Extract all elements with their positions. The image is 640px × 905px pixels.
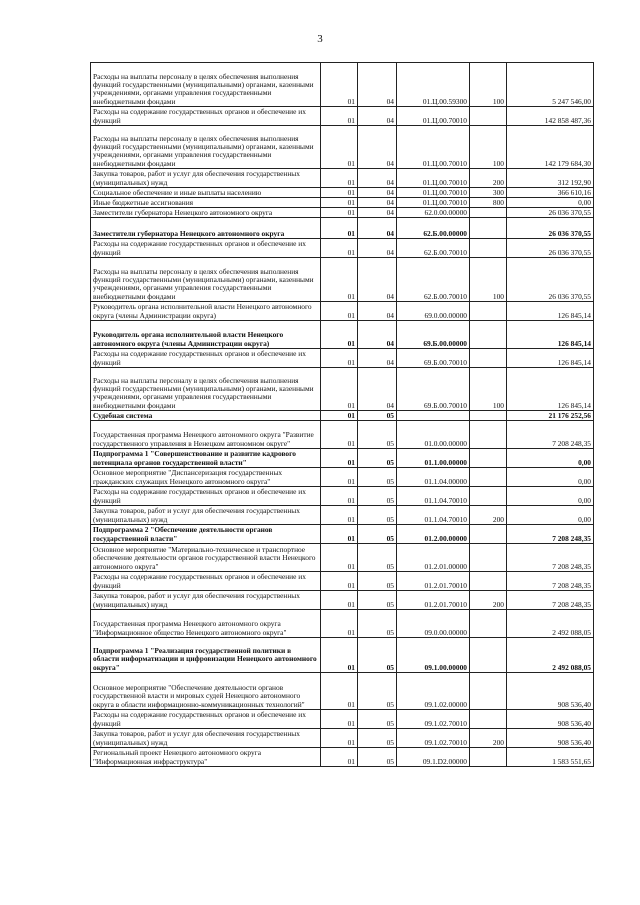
row-target-article-cell: 09.0.00.00000	[397, 610, 470, 638]
row-amount-cell: 0,00	[507, 506, 594, 525]
row-name-cell: Расходы на содержание государственных органов и обеспечение их функций	[91, 349, 321, 368]
row-expense-type-cell	[470, 411, 507, 421]
table-row	[91, 126, 594, 169]
table-row	[91, 468, 594, 487]
table-row	[91, 729, 594, 748]
row-amount-cell: 142 179 684,30	[507, 126, 594, 169]
row-name-cell: Закупка товаров, работ и услуг для обеспечения государственных (муниципальных) нужд	[91, 169, 321, 188]
row-amount-cell: 0,00	[507, 487, 594, 506]
row-section-cell: 01	[321, 487, 358, 506]
row-subsection-cell: 04	[358, 302, 397, 321]
row-target-article-cell: 01.Ц.00.70010	[397, 126, 470, 169]
page-number: 3	[317, 33, 323, 45]
row-amount-cell: 312 192,90	[507, 169, 594, 188]
row-target-article-cell: 01.1.00.00000	[397, 449, 470, 468]
row-amount-cell: 126 845,14	[507, 302, 594, 321]
row-name-cell: Расходы на выплаты персоналу в целях обеспечения выполнения функций государственными (муниципальными) органами, казенными учреждениями, органами управления государственными внебюджетными фондами	[91, 258, 321, 302]
table-row	[91, 591, 594, 610]
row-section-cell: 01	[321, 525, 358, 544]
row-target-article-cell	[397, 411, 470, 421]
row-expense-type-cell	[470, 572, 507, 591]
table-row	[91, 525, 594, 544]
row-target-article-cell: 09.1.02.00000	[397, 673, 470, 710]
row-expense-type-cell	[470, 321, 507, 349]
row-section-cell: 01	[321, 544, 358, 572]
row-section-cell: 01	[321, 239, 358, 258]
row-section-cell: 01	[321, 169, 358, 188]
budget-table	[90, 62, 594, 767]
table-row	[91, 673, 594, 710]
row-target-article-cell: 01.1.04.70010	[397, 506, 470, 525]
row-target-article-cell: 01.1.04.00000	[397, 468, 470, 487]
row-name-cell: Расходы на содержание государственных органов и обеспечение их функций	[91, 710, 321, 729]
row-section-cell: 01	[321, 449, 358, 468]
row-target-article-cell: 01.Ц.00.70010	[397, 198, 470, 208]
table-row	[91, 169, 594, 188]
row-expense-type-cell: 800	[470, 198, 507, 208]
row-expense-type-cell	[470, 673, 507, 710]
row-amount-cell: 26 036 370,55	[507, 258, 594, 302]
row-section-cell: 01	[321, 610, 358, 638]
table-row	[91, 302, 594, 321]
row-target-article-cell: 62.0.00.00000	[397, 208, 470, 218]
table-row	[91, 208, 594, 218]
row-target-article-cell: 01.2.01.70010	[397, 572, 470, 591]
row-target-article-cell: 01.Ц.00.70010	[397, 188, 470, 198]
row-amount-cell: 366 610,16	[507, 188, 594, 198]
row-expense-type-cell	[470, 218, 507, 239]
row-expense-type-cell: 200	[470, 169, 507, 188]
row-section-cell: 01	[321, 468, 358, 487]
row-name-cell: Расходы на выплаты персоналу в целях обеспечения выполнения функций государственными (муниципальными) органами, казенными учреждениями, органами управления государственными внебюджетными фондами	[91, 126, 321, 169]
row-name-cell: Расходы на выплаты персоналу в целях обеспечения выполнения функций государственными (муниципальными) органами, казенными учреждениями, органами управления государственными внебюджетными фондами	[91, 63, 321, 107]
row-expense-type-cell: 100	[470, 126, 507, 169]
row-name-cell: Государственная программа Ненецкого автономного округа "Развитие государственного управления в Ненецком автономном округе"	[91, 421, 321, 449]
row-subsection-cell: 04	[358, 198, 397, 208]
row-section-cell: 01	[321, 729, 358, 748]
row-subsection-cell: 04	[358, 126, 397, 169]
row-expense-type-cell	[470, 449, 507, 468]
row-expense-type-cell	[470, 710, 507, 729]
table-row	[91, 258, 594, 302]
row-target-article-cell: 01.Ц.00.70010	[397, 169, 470, 188]
row-target-article-cell: 69.Б.00.00000	[397, 321, 470, 349]
row-amount-cell: 7 208 248,35	[507, 525, 594, 544]
row-expense-type-cell	[470, 239, 507, 258]
row-expense-type-cell	[470, 544, 507, 572]
table-row	[91, 218, 594, 239]
row-subsection-cell: 04	[358, 188, 397, 198]
row-subsection-cell: 05	[358, 544, 397, 572]
row-expense-type-cell	[470, 208, 507, 218]
row-amount-cell: 126 845,14	[507, 368, 594, 411]
row-target-article-cell: 62.Б.00.70010	[397, 239, 470, 258]
row-name-cell: Подпрограмма 1 "Совершенствование и развитие кадрового потенциала органов государственной власти"	[91, 449, 321, 468]
row-subsection-cell: 04	[358, 321, 397, 349]
row-section-cell: 01	[321, 411, 358, 421]
row-target-article-cell: 01.2.01.70010	[397, 591, 470, 610]
row-name-cell: Руководитель органа исполнительной власти Ненецкого автономного округа (члены Администрации округа)	[91, 302, 321, 321]
row-section-cell: 01	[321, 710, 358, 729]
row-name-cell: Закупка товаров, работ и услуг для обеспечения государственных (муниципальных) нужд	[91, 729, 321, 748]
row-subsection-cell: 05	[358, 525, 397, 544]
row-amount-cell: 7 208 248,35	[507, 544, 594, 572]
row-amount-cell: 0,00	[507, 198, 594, 208]
table-row	[91, 638, 594, 673]
row-section-cell: 01	[321, 208, 358, 218]
row-expense-type-cell	[470, 525, 507, 544]
row-subsection-cell: 04	[358, 107, 397, 126]
row-expense-type-cell: 100	[470, 258, 507, 302]
row-target-article-cell: 09.1.D2.00000	[397, 748, 470, 767]
row-name-cell: Региональный проект Ненецкого автономного округа "Информационная инфраструктура"	[91, 748, 321, 767]
table-row	[91, 748, 594, 767]
row-section-cell: 01	[321, 591, 358, 610]
row-amount-cell: 5 247 546,00	[507, 63, 594, 107]
row-section-cell: 01	[321, 638, 358, 673]
row-amount-cell: 1 583 551,65	[507, 748, 594, 767]
row-expense-type-cell	[470, 748, 507, 767]
row-target-article-cell: 01.Ц.00.70010	[397, 107, 470, 126]
row-section-cell: 01	[321, 126, 358, 169]
table-row	[91, 449, 594, 468]
table-row	[91, 421, 594, 449]
row-target-article-cell: 01.0.00.00000	[397, 421, 470, 449]
row-name-cell: Закупка товаров, работ и услуг для обеспечения государственных (муниципальных) нужд	[91, 591, 321, 610]
row-expense-type-cell	[470, 638, 507, 673]
row-name-cell: Подпрограмма 2 "Обеспечение деятельности органов государственной власти"	[91, 525, 321, 544]
table-row	[91, 368, 594, 411]
row-subsection-cell: 05	[358, 421, 397, 449]
row-expense-type-cell	[470, 349, 507, 368]
table-row	[91, 610, 594, 638]
row-expense-type-cell	[470, 610, 507, 638]
row-section-cell: 01	[321, 506, 358, 525]
row-subsection-cell: 05	[358, 591, 397, 610]
row-target-article-cell: 01.1.04.70010	[397, 487, 470, 506]
row-subsection-cell: 05	[358, 468, 397, 487]
table-row	[91, 107, 594, 126]
row-section-cell: 01	[321, 302, 358, 321]
row-amount-cell: 21 176 252,56	[507, 411, 594, 421]
row-subsection-cell: 04	[358, 368, 397, 411]
row-target-article-cell: 09.1.02.70010	[397, 710, 470, 729]
row-amount-cell: 908 536,40	[507, 729, 594, 748]
row-name-cell: Заместители губернатора Ненецкого автономного округа	[91, 208, 321, 218]
row-subsection-cell: 05	[358, 729, 397, 748]
row-name-cell: Иные бюджетные ассигнования	[91, 198, 321, 208]
row-section-cell: 01	[321, 572, 358, 591]
row-name-cell: Основное мероприятие "Материально-техническое и транспортное обеспечение деятельности органов государственной власти Ненецкого автономного округа"	[91, 544, 321, 572]
table-row	[91, 321, 594, 349]
row-expense-type-cell	[470, 302, 507, 321]
row-amount-cell: 0,00	[507, 449, 594, 468]
table-row	[91, 63, 594, 107]
row-name-cell: Заместители губернатора Ненецкого автономного округа	[91, 218, 321, 239]
table-row	[91, 411, 594, 421]
row-subsection-cell: 04	[358, 258, 397, 302]
row-subsection-cell: 04	[358, 239, 397, 258]
row-subsection-cell: 04	[358, 169, 397, 188]
row-expense-type-cell	[470, 107, 507, 126]
table-row	[91, 198, 594, 208]
row-amount-cell: 126 845,14	[507, 349, 594, 368]
row-section-cell: 01	[321, 349, 358, 368]
row-amount-cell: 126 845,14	[507, 321, 594, 349]
table-row	[91, 487, 594, 506]
row-name-cell: Расходы на выплаты персоналу в целях обеспечения выполнения функций государственными (муниципальными) органами, казенными учреждениями, органами управления государственными внебюджетными фондами	[91, 368, 321, 411]
row-section-cell: 01	[321, 258, 358, 302]
row-subsection-cell: 05	[358, 572, 397, 591]
row-target-article-cell: 09.1.00.00000	[397, 638, 470, 673]
row-expense-type-cell: 100	[470, 63, 507, 107]
table-row	[91, 239, 594, 258]
row-subsection-cell: 04	[358, 208, 397, 218]
row-amount-cell: 908 536,40	[507, 673, 594, 710]
table-row	[91, 572, 594, 591]
row-section-cell: 01	[321, 748, 358, 767]
row-amount-cell: 142 858 487,36	[507, 107, 594, 126]
row-target-article-cell: 09.1.02.70010	[397, 729, 470, 748]
row-target-article-cell: 69.Б.00.70010	[397, 349, 470, 368]
table-row	[91, 710, 594, 729]
row-subsection-cell: 05	[358, 506, 397, 525]
row-section-cell: 01	[321, 107, 358, 126]
row-expense-type-cell: 300	[470, 188, 507, 198]
row-expense-type-cell: 200	[470, 591, 507, 610]
row-amount-cell: 7 208 248,35	[507, 572, 594, 591]
row-subsection-cell: 05	[358, 638, 397, 673]
row-subsection-cell: 05	[358, 411, 397, 421]
row-amount-cell: 26 036 370,55	[507, 239, 594, 258]
row-name-cell: Подпрограмма 1 "Реализация государственной политики в области информатизации и цифровизации Ненецкого автономного округа"	[91, 638, 321, 673]
row-amount-cell: 908 536,40	[507, 710, 594, 729]
row-target-article-cell: 01.Ц.00.59300	[397, 63, 470, 107]
row-target-article-cell: 01.2.01.00000	[397, 544, 470, 572]
row-target-article-cell: 69.Б.00.70010	[397, 368, 470, 411]
row-section-cell: 01	[321, 421, 358, 449]
row-name-cell: Основное мероприятие "Обеспечение деятельности органов государственной власти и мировых судей Ненецкого автономного округа в области информационно-коммуникационных технологий"	[91, 673, 321, 710]
row-name-cell: Расходы на содержание государственных органов и обеспечение их функций	[91, 487, 321, 506]
row-expense-type-cell: 200	[470, 729, 507, 748]
row-name-cell: Расходы на содержание государственных органов и обеспечение их функций	[91, 239, 321, 258]
row-section-cell: 01	[321, 368, 358, 411]
row-target-article-cell: 01.2.00.00000	[397, 525, 470, 544]
row-expense-type-cell: 100	[470, 368, 507, 411]
row-name-cell: Основное мероприятие "Диспансеризация государственных гражданских служащих Ненецкого автономного округа"	[91, 468, 321, 487]
row-subsection-cell: 05	[358, 748, 397, 767]
row-name-cell: Государственная программа Ненецкого автономного округа "Информационное общество Ненецкого автономного округа"	[91, 610, 321, 638]
row-amount-cell: 2 492 088,05	[507, 610, 594, 638]
row-subsection-cell: 04	[358, 349, 397, 368]
row-section-cell: 01	[321, 673, 358, 710]
row-subsection-cell: 05	[358, 487, 397, 506]
row-target-article-cell: 62.Б.00.00000	[397, 218, 470, 239]
row-target-article-cell: 69.0.00.00000	[397, 302, 470, 321]
row-subsection-cell: 04	[358, 218, 397, 239]
row-name-cell: Расходы на содержание государственных органов и обеспечение их функций	[91, 107, 321, 126]
row-amount-cell: 0,00	[507, 468, 594, 487]
row-amount-cell: 7 208 248,35	[507, 591, 594, 610]
row-name-cell: Судебная система	[91, 411, 321, 421]
row-subsection-cell: 05	[358, 449, 397, 468]
row-subsection-cell: 04	[358, 63, 397, 107]
row-section-cell: 01	[321, 188, 358, 198]
row-section-cell: 01	[321, 63, 358, 107]
table-row	[91, 506, 594, 525]
table-row	[91, 349, 594, 368]
row-subsection-cell: 05	[358, 710, 397, 729]
row-expense-type-cell	[470, 468, 507, 487]
row-amount-cell: 2 492 088,05	[507, 638, 594, 673]
row-expense-type-cell	[470, 421, 507, 449]
table-row	[91, 188, 594, 198]
row-amount-cell: 26 036 370,55	[507, 218, 594, 239]
table-row	[91, 544, 594, 572]
row-amount-cell: 7 208 248,35	[507, 421, 594, 449]
row-name-cell: Закупка товаров, работ и услуг для обеспечения государственных (муниципальных) нужд	[91, 506, 321, 525]
row-name-cell: Социальное обеспечение и иные выплаты населению	[91, 188, 321, 198]
row-section-cell: 01	[321, 321, 358, 349]
row-subsection-cell: 05	[358, 610, 397, 638]
row-subsection-cell: 05	[358, 673, 397, 710]
row-name-cell: Расходы на содержание государственных органов и обеспечение их функций	[91, 572, 321, 591]
row-expense-type-cell	[470, 487, 507, 506]
row-section-cell: 01	[321, 198, 358, 208]
row-name-cell: Руководитель органа исполнительной власти Ненецкого автономного округа (члены Администрации округа)	[91, 321, 321, 349]
row-expense-type-cell: 200	[470, 506, 507, 525]
row-target-article-cell: 62.Б.00.70010	[397, 258, 470, 302]
row-amount-cell: 26 036 370,55	[507, 208, 594, 218]
row-section-cell: 01	[321, 218, 358, 239]
